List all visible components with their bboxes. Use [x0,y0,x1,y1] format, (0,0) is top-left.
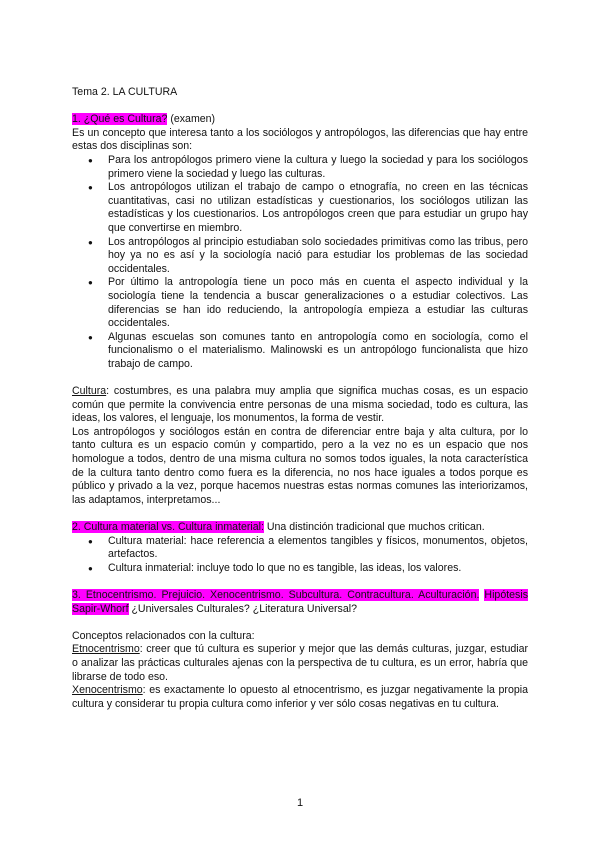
section-1-heading-line [72,113,528,127]
list-item: ● Por último la antropología tiene un poco más en cuenta el aspecto individual y la sociología tiene la tendencia a buscar generalizaciones o a estudiar colectivos. Las diferencias se han ido reduciendo, la antropología empieza a estudiar las culturas occidentales. [72,276,528,330]
section-2-heading-line [72,521,528,535]
document-body [72,86,528,711]
list-item: ● Para los antropólogos primero viene la cultura y luego la sociedad y para los sociólogos primero viene la sociedad y luego las culturas. [72,154,528,181]
page-number: 1 [296,797,304,809]
list-item: ● Algunas escuelas son comunes tanto en antropología como en sociología, como el funcionalismo o el materialismo. Malinowski es un antropólogo funcionalista que hizo trabajo de campo. [72,331,528,372]
etnocentrismo-term: Etnocentrismo [72,643,140,656]
section-2-rest: Una distinción tradicional que muchos critican. [263,521,485,533]
section-3-heading-line [72,589,528,616]
list-item: ● Los antropólogos al principio estudiaban solo sociedades primitivas como las tribus, pero hoy ya no es así y la sociología nació para estudiar los problemas de las sociedad occidentales. [72,236,528,277]
section-1-list [72,154,528,372]
section-1-heading: 1. ¿Qué es Cultura? [72,113,168,126]
concepts-intro: Conceptos relacionados con la cultura: [72,629,255,642]
list-item: ● Cultura material: hace referencia a elementos tangibles y físicos, monumentos, objetos, artefactos. [72,535,528,562]
section-3-heading-b: Hipótesis Sapir-Whorf [72,588,528,615]
cultura-definition [72,385,528,426]
document-title: Tema 2. LA CULTURA [72,86,178,98]
xenocentrismo-def-text: : es exactamente lo opuesto al etnocentrismo, es juzgar negativamente la propia cultura y considerar tu propia cultura como inferior y ver sólo cosas negativas en tu cultura. [72,684,528,710]
xenocentrismo-definition [72,684,528,711]
list-item: ● Los antropólogos utilizan el trabajo de campo o etnografía, no creen en las técnicas cuantitativas, casi no utilizan estadísticas y cuestionarios, los sociólogos utilizan las estadísticas y los cuestionarios. Los antropólogos creen que para estudiar un grupo hay que convertirse en miembro. [72,181,528,235]
cultura-def-text: : costumbres, es una palabra muy amplia que significa muchas cosas, es un espacio común que permite la convivencia entre personas de una misma sociedad, todo es cultura, las ideas, los valores, el lenguaje, los monumentos, la forma de vestir. [72,385,528,425]
xenocentrismo-term: Xenocentrismo [72,684,143,697]
section-3-heading-a: 3. Etnocentrismo. Prejuicio. Xenocentrismo. Subcultura. Contracultura. Aculturación. [72,588,480,601]
cultura-term: Cultura [72,385,107,398]
section-2-list [72,535,528,576]
section-1-intro: Es un concepto que interesa tanto a los sociólogos y antropólogos, las diferencias que hay entre estas dos disciplinas son: [72,126,528,153]
section-3-rest: ¿Universales Culturales? ¿Literatura Universal? [128,602,357,615]
list-item: ● Cultura inmaterial: incluye todo lo que no es tangible, las ideas, los valores. [72,562,528,576]
cultura-paragraph: Los antropólogos y sociólogos están en contra de diferenciar entre baja y alta cultura, por lo tanto cultura es un espacio común y compartido, pero a la vez no es un espacio que nos homologue a todos, dentro de una misma cultura no somos todos iguales, la nota característica de la cultura tanto dentro como fuera es la diferencia, no nos hace iguales a todos porque es público y privado a la vez, porque hacemos nuestras estas normas comunes las interiorizamos, las adaptamos, interpretamos... [72,425,528,506]
section-2-heading: 2. Cultura material vs. Cultura inmaterial: [72,521,264,533]
etnocentrismo-def-text: : creer que tú cultura es superior y mejor que las demás culturas, juzgar, estudiar o analizar las prácticas culturales ajenas con la perspectiva de tu cultura, es un error, habría que librarse de todo eso. [72,643,528,683]
etnocentrismo-definition [72,643,528,684]
section-1-note: (examen) [167,113,216,126]
